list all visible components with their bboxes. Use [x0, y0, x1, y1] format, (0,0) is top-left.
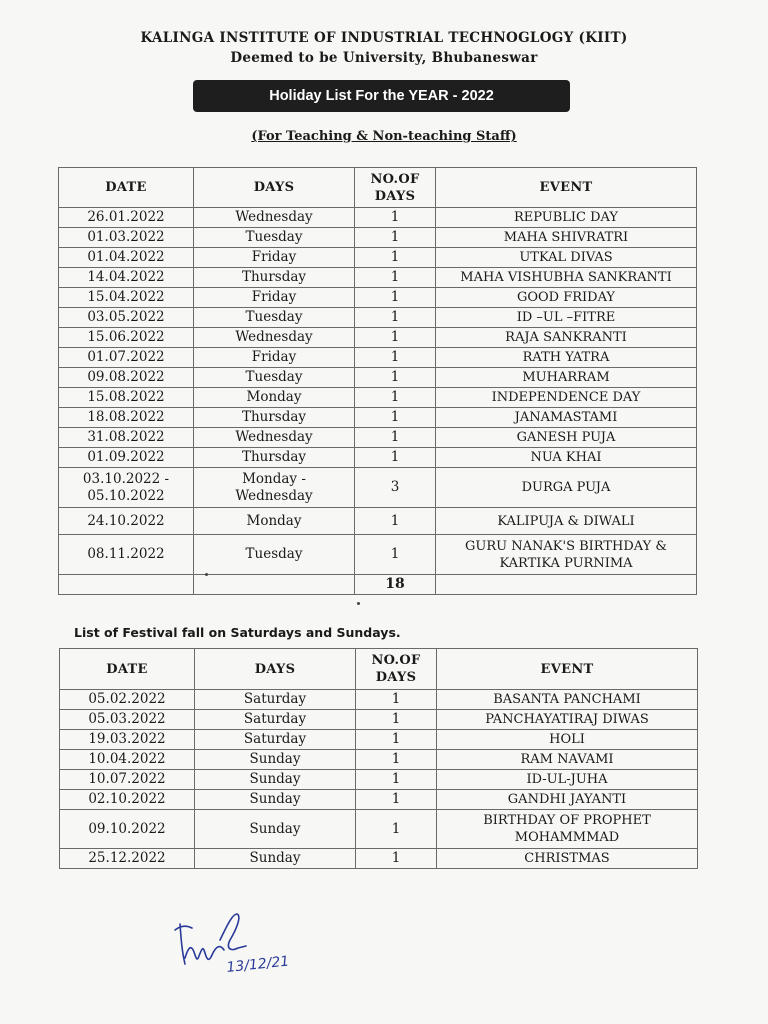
- holiday-date-start: 03.10.2022 -: [82, 470, 170, 487]
- holiday-day: Friday: [194, 288, 355, 308]
- table-row: [59, 348, 697, 368]
- column-header-event: EVENT: [437, 649, 698, 690]
- festival-day: Saturday: [195, 730, 356, 750]
- holiday-count: 1: [355, 248, 436, 268]
- holiday-event: ID –UL –FITRE: [436, 308, 697, 328]
- table-row: [59, 408, 697, 428]
- weekend-festival-table: [59, 648, 698, 869]
- festival-date: 05.03.2022: [60, 710, 195, 730]
- table-row: [59, 268, 697, 288]
- festival-event: RAM NAVAMI: [437, 750, 698, 770]
- holiday-day-start: Monday -: [242, 470, 306, 487]
- holiday-count: 1: [355, 508, 436, 535]
- table-row: [59, 535, 697, 575]
- holiday-date: 08.11.2022: [59, 535, 194, 575]
- holiday-day: Wednesday: [194, 328, 355, 348]
- holiday-list-banner: Holiday List For the YEAR - 2022: [193, 80, 570, 112]
- column-header-no-of-days-line2: DAYS: [375, 670, 417, 685]
- holiday-event: GANESH PUJA: [436, 428, 697, 448]
- festival-count: 1: [356, 690, 437, 710]
- signature-date: 13/12/21: [225, 953, 290, 976]
- festival-event: [437, 810, 698, 849]
- holiday-date: 24.10.2022: [59, 508, 194, 535]
- holiday-day: Thursday: [194, 448, 355, 468]
- festival-day: Saturday: [195, 690, 356, 710]
- holiday-day: Friday: [194, 248, 355, 268]
- holiday-event-line2: KARTIKA PURNIMA: [499, 555, 633, 571]
- holiday-event: INDEPENDENCE DAY: [436, 388, 697, 408]
- festival-day: Sunday: [195, 810, 356, 849]
- table-row: [59, 288, 697, 308]
- holiday-event: RATH YATRA: [436, 348, 697, 368]
- holiday-date: 01.03.2022: [59, 228, 194, 248]
- scan-speck: [357, 602, 360, 605]
- staff-note: (For Teaching & Non-teaching Staff): [251, 129, 517, 144]
- festival-event: GANDHI JAYANTI: [437, 790, 698, 810]
- festival-event: PANCHAYATIRAJ DIWAS: [437, 710, 698, 730]
- table-row: [60, 730, 698, 750]
- table-row: [59, 248, 697, 268]
- festival-day: Sunday: [195, 770, 356, 790]
- festival-event-line1: BIRTHDAY OF PROPHET: [483, 813, 651, 828]
- institute-name: KALINGA INSTITUTE OF INDUSTRIAL TECHNOGLOGY (KIIT): [140, 30, 628, 46]
- holiday-event: MAHA SHIVRATRI: [436, 228, 697, 248]
- institute-subtitle: Deemed to be University, Bhubaneswar: [230, 50, 538, 66]
- total-row: [59, 575, 697, 595]
- festival-date: 10.04.2022: [60, 750, 195, 770]
- festival-day: Saturday: [195, 710, 356, 730]
- holiday-count: 1: [355, 308, 436, 328]
- festival-count: 1: [356, 730, 437, 750]
- total-blank-day: [194, 575, 355, 595]
- holiday-date: 18.08.2022: [59, 408, 194, 428]
- holiday-day: Monday: [194, 388, 355, 408]
- holiday-count: 1: [355, 228, 436, 248]
- festival-date: 05.02.2022: [60, 690, 195, 710]
- holiday-day-end: Wednesday: [235, 487, 313, 504]
- festival-count: 1: [356, 770, 437, 790]
- holiday-event: [436, 535, 697, 575]
- festival-date: 25.12.2022: [60, 849, 195, 869]
- table-row: [59, 308, 697, 328]
- holiday-count: 1: [355, 428, 436, 448]
- festival-day: Sunday: [195, 790, 356, 810]
- festival-event-line2: MOHAMMMAD: [514, 830, 620, 845]
- holiday-event: KALIPUJA & DIWALI: [436, 508, 697, 535]
- table-row: [60, 790, 698, 810]
- holiday-date: 01.04.2022: [59, 248, 194, 268]
- holiday-count: 1: [355, 348, 436, 368]
- holiday-event: MUHARRAM: [436, 368, 697, 388]
- holiday-date: 15.06.2022: [59, 328, 194, 348]
- table-row: [60, 750, 698, 770]
- holiday-event: RAJA SANKRANTI: [436, 328, 697, 348]
- table-row: [59, 508, 697, 535]
- festival-count: 1: [356, 810, 437, 849]
- total-days: 18: [355, 575, 436, 595]
- holiday-date: 14.04.2022: [59, 268, 194, 288]
- festival-count: 1: [356, 750, 437, 770]
- festival-count: 1: [356, 790, 437, 810]
- festival-date: 19.03.2022: [60, 730, 195, 750]
- holiday-count: 1: [355, 388, 436, 408]
- column-header-no-of-days-line1: NO.OF: [371, 653, 421, 668]
- table-row: [60, 849, 698, 869]
- festival-date: 02.10.2022: [60, 790, 195, 810]
- holiday-date: 03.05.2022: [59, 308, 194, 328]
- table-row: [60, 690, 698, 710]
- table-row: [59, 368, 697, 388]
- holiday-event: REPUBLIC DAY: [436, 208, 697, 228]
- festival-count: 1: [356, 710, 437, 730]
- holiday-day: Tuesday: [194, 308, 355, 328]
- holiday-day: Thursday: [194, 268, 355, 288]
- holiday-date: [59, 468, 194, 508]
- holiday-event: GOOD FRIDAY: [436, 288, 697, 308]
- holiday-day: Thursday: [194, 408, 355, 428]
- holiday-day: Tuesday: [194, 535, 355, 575]
- holiday-count: 1: [355, 208, 436, 228]
- festival-day: Sunday: [195, 849, 356, 869]
- holiday-event: DURGA PUJA: [436, 468, 697, 508]
- column-header-date: DATE: [59, 168, 194, 208]
- table-row: [59, 328, 697, 348]
- festival-event: BASANTA PANCHAMI: [437, 690, 698, 710]
- table-row: [60, 810, 698, 849]
- table-row: [59, 208, 697, 228]
- table-row: [60, 710, 698, 730]
- holiday-day: [194, 468, 355, 508]
- holiday-event: NUA KHAI: [436, 448, 697, 468]
- table-row: [59, 468, 697, 508]
- column-header-no-of-days-line2: DAYS: [374, 188, 416, 204]
- festival-event: HOLI: [437, 730, 698, 750]
- column-header-date: DATE: [60, 649, 195, 690]
- holiday-date: 01.07.2022: [59, 348, 194, 368]
- table-row: [60, 770, 698, 790]
- festival-day: Sunday: [195, 750, 356, 770]
- holiday-day: Tuesday: [194, 368, 355, 388]
- holiday-count: 1: [355, 448, 436, 468]
- holiday-date: 01.09.2022: [59, 448, 194, 468]
- table-row: [59, 388, 697, 408]
- holiday-count: 1: [355, 408, 436, 428]
- holiday-count: 1: [355, 368, 436, 388]
- holiday-day: Monday: [194, 508, 355, 535]
- festival-date: 09.10.2022: [60, 810, 195, 849]
- column-header-no-of-days: [355, 168, 436, 208]
- festival-event: CHRISTMAS: [437, 849, 698, 869]
- holiday-date: 31.08.2022: [59, 428, 194, 448]
- holiday-day: Wednesday: [194, 208, 355, 228]
- weekend-section-title: List of Festival fall on Saturdays and Sundays.: [74, 625, 401, 640]
- column-header-no-of-days-line1: NO.OF: [370, 171, 420, 187]
- holiday-event: JANAMASTAMI: [436, 408, 697, 428]
- holiday-event-line1: GURU NANAK'S BIRTHDAY &: [465, 538, 667, 554]
- holiday-day: Wednesday: [194, 428, 355, 448]
- holiday-count: 1: [355, 268, 436, 288]
- festival-event: ID-UL-JUHA: [437, 770, 698, 790]
- holiday-date: 15.04.2022: [59, 288, 194, 308]
- holiday-date: 15.08.2022: [59, 388, 194, 408]
- total-blank-event: [436, 575, 697, 595]
- festival-date: 10.07.2022: [60, 770, 195, 790]
- column-header-no-of-days: [356, 649, 437, 690]
- holiday-day: Friday: [194, 348, 355, 368]
- holiday-date: 26.01.2022: [59, 208, 194, 228]
- holiday-count: 3: [355, 468, 436, 508]
- column-header-days: DAYS: [195, 649, 356, 690]
- holiday-count: 1: [355, 288, 436, 308]
- scan-speck: [205, 573, 208, 576]
- total-blank-date: [59, 575, 194, 595]
- table-row: [59, 428, 697, 448]
- holiday-event: UTKAL DIVAS: [436, 248, 697, 268]
- table-row: [59, 448, 697, 468]
- holiday-day: Tuesday: [194, 228, 355, 248]
- holiday-count: 1: [355, 535, 436, 575]
- holiday-event: MAHA VISHUBHA SANKRANTI: [436, 268, 697, 288]
- column-header-days: DAYS: [194, 168, 355, 208]
- handwritten-signature: [172, 908, 307, 983]
- table-row: [59, 228, 697, 248]
- holiday-date-end: 05.10.2022: [87, 487, 165, 504]
- holiday-date: 09.08.2022: [59, 368, 194, 388]
- holiday-table: [58, 167, 697, 595]
- holiday-count: 1: [355, 328, 436, 348]
- column-header-event: EVENT: [436, 168, 697, 208]
- festival-count: 1: [356, 849, 437, 869]
